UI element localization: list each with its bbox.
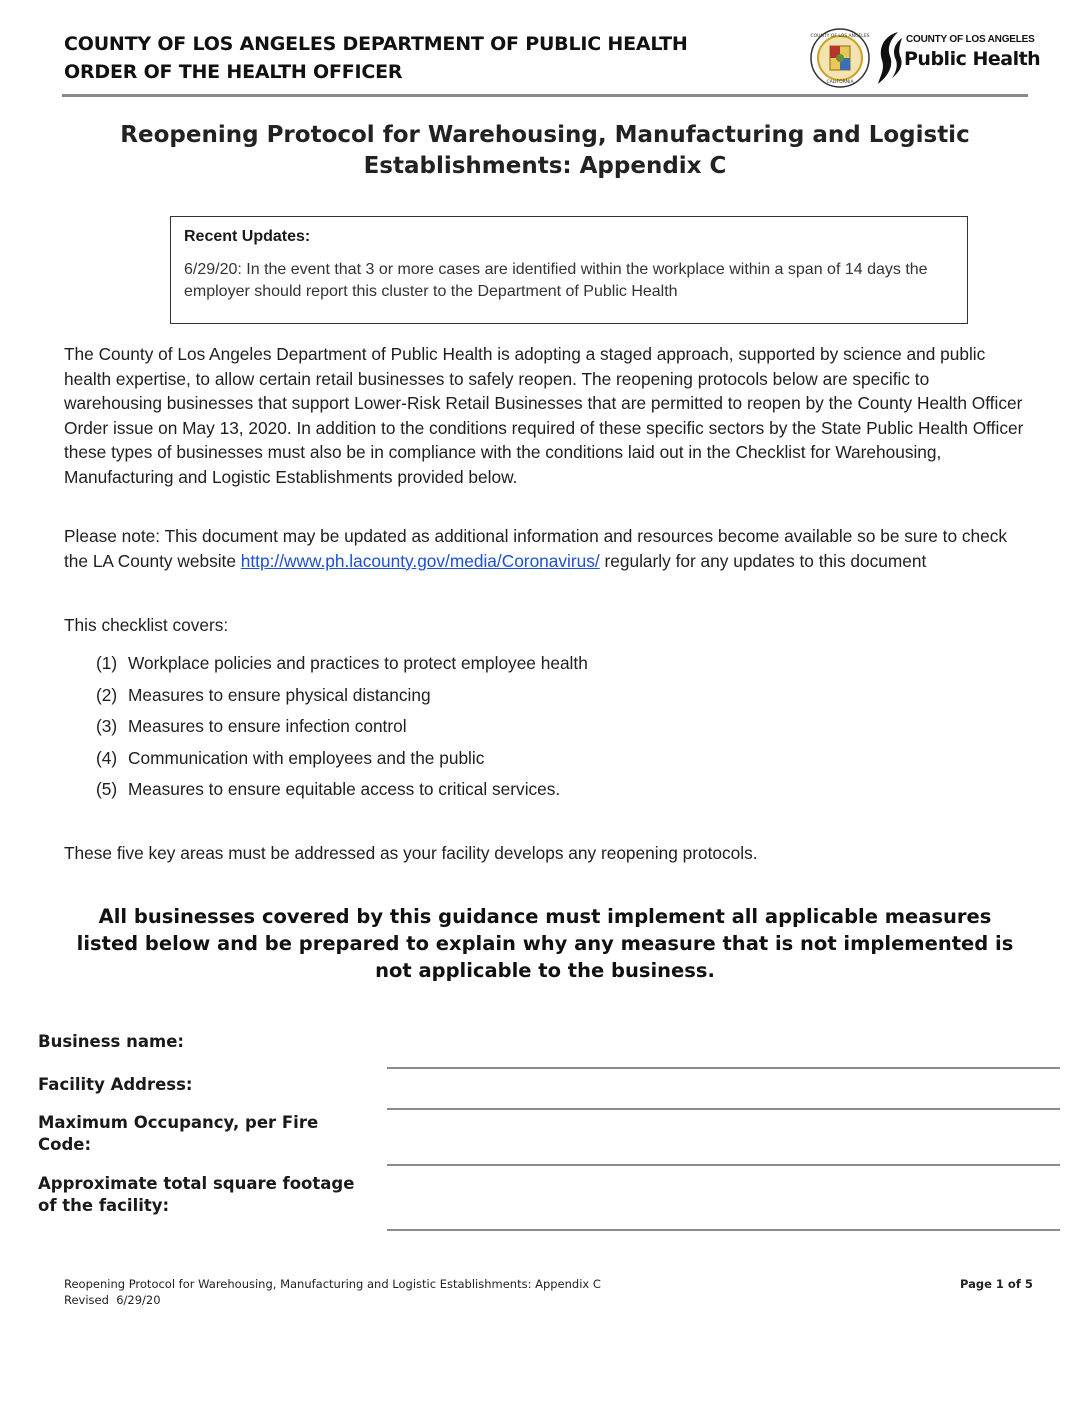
logo-big-text: Public Health	[904, 48, 1041, 70]
document-header	[64, 30, 688, 86]
page-number: Page 1 of 5	[960, 1277, 1033, 1291]
note-text-before: Please note: This document may be updated as additional information and resources become available so be sure to check the LA County website	[64, 526, 1008, 571]
title-line-1: Reopening Protocol for Warehousing, Manufacturing and Logistic	[120, 122, 970, 148]
title-line-2: Establishments: Appendix C	[363, 153, 727, 179]
recent-updates-text: 6/29/20: In the event that 3 or more cases are identified within the workplace within a span of 14 days the employer should report this cluster to the Department of Public Health	[184, 261, 928, 300]
list-item-number: (4)	[96, 747, 118, 768]
max-occupancy-label-line-2: Code:	[38, 1135, 92, 1154]
list-item-number: (2)	[96, 684, 118, 705]
checklist-covers-label: This checklist covers:	[64, 615, 229, 635]
business-name-field[interactable]	[387, 1067, 1060, 1069]
square-footage-label-line-2: of the facility:	[38, 1196, 170, 1215]
please-note-paragraph	[64, 524, 1028, 573]
list-item-number: (5)	[96, 779, 118, 799]
header-divider	[62, 94, 1028, 97]
document-title	[60, 120, 1030, 182]
list-item-text: Measures to ensure infection control	[128, 716, 407, 736]
intro-paragraph: The County of Los Angeles Department of Public Health is adopting a staged approach, supported by science and public health expertise, to allow certain retail businesses to safely reopen. The reopening protocols below are specific to warehousing businesses that support Lower-Risk Retail Businesses that are permitted to reopen by the County Health Officer Order issue on May 13, 2020. In addition to the conditions required of these specific sectors by the State Public Health Officer these types of businesses must also be in compliance with the conditions laid out in the Checklist for Warehousing, Manufacturing and Logistic Establishments provided below.	[64, 344, 1024, 487]
notice-line-1: All businesses covered by this guidance must implement all applicable measures	[98, 905, 992, 928]
implementation-notice	[60, 903, 1030, 984]
checklist-areas-list	[96, 651, 588, 809]
list-item-text: Measures to ensure equitable access to critical services.	[128, 779, 561, 799]
header-line-1: COUNTY OF LOS ANGELES DEPARTMENT OF PUBLIC HEALTH	[64, 33, 688, 55]
max-occupancy-label-line-1: Maximum Occupancy, per Fire	[38, 1113, 319, 1132]
footer-revised-date: Revised 6/29/20	[64, 1293, 161, 1307]
list-item-number: (1)	[96, 653, 118, 673]
list-item-text: Workplace policies and practices to protect employee health	[128, 653, 588, 673]
recent-updates-heading: Recent Updates:	[184, 228, 311, 245]
county-seal-logo	[810, 28, 870, 88]
business-name-label: Business name:	[38, 1032, 184, 1051]
list-item	[96, 651, 588, 683]
list-item	[96, 714, 588, 746]
max-occupancy-field[interactable]	[387, 1164, 1060, 1166]
recent-updates-box	[170, 216, 968, 324]
facility-address-label: Facility Address:	[38, 1075, 193, 1094]
public-health-logo	[876, 30, 1041, 86]
list-item	[96, 746, 588, 778]
key-areas-paragraph: These five key areas must be addressed as your facility develops any reopening protocols.	[64, 843, 758, 863]
seal-bottom-text: CALIFORNIA	[826, 80, 854, 85]
list-item	[96, 777, 588, 809]
square-footage-field[interactable]	[387, 1229, 1060, 1231]
logo-small-text: COUNTY OF LOS ANGELES	[906, 34, 1035, 45]
list-item-text: Communication with employees and the public	[128, 747, 485, 768]
notice-line-3: not applicable to the business.	[375, 959, 715, 982]
square-footage-label-line-1: Approximate total square footage	[38, 1174, 355, 1193]
notice-line-2: listed below and be prepared to explain why any measure that is not implemented is	[76, 932, 1014, 955]
footer-document-info	[64, 1276, 601, 1308]
list-item-text: Measures to ensure physical distancing	[128, 684, 431, 705]
list-item	[96, 683, 588, 715]
seal-top-text: COUNTY OF LOS ANGELES	[810, 34, 870, 39]
footer-title: Reopening Protocol for Warehousing, Manufacturing and Logistic Establishments: Appendix C	[64, 1277, 601, 1291]
list-item-number: (3)	[96, 716, 118, 736]
public-health-swoosh-icon	[876, 30, 906, 86]
header-line-2: ORDER OF THE HEALTH OFFICER	[64, 61, 403, 83]
note-text-after: regularly for any updates to this document	[599, 550, 927, 571]
square-footage-label	[38, 1173, 368, 1217]
facility-address-field[interactable]	[387, 1108, 1060, 1110]
coronavirus-website-link[interactable]: http://www.ph.lacounty.gov/media/Coronavirus/	[240, 550, 600, 571]
max-occupancy-label	[38, 1112, 368, 1156]
